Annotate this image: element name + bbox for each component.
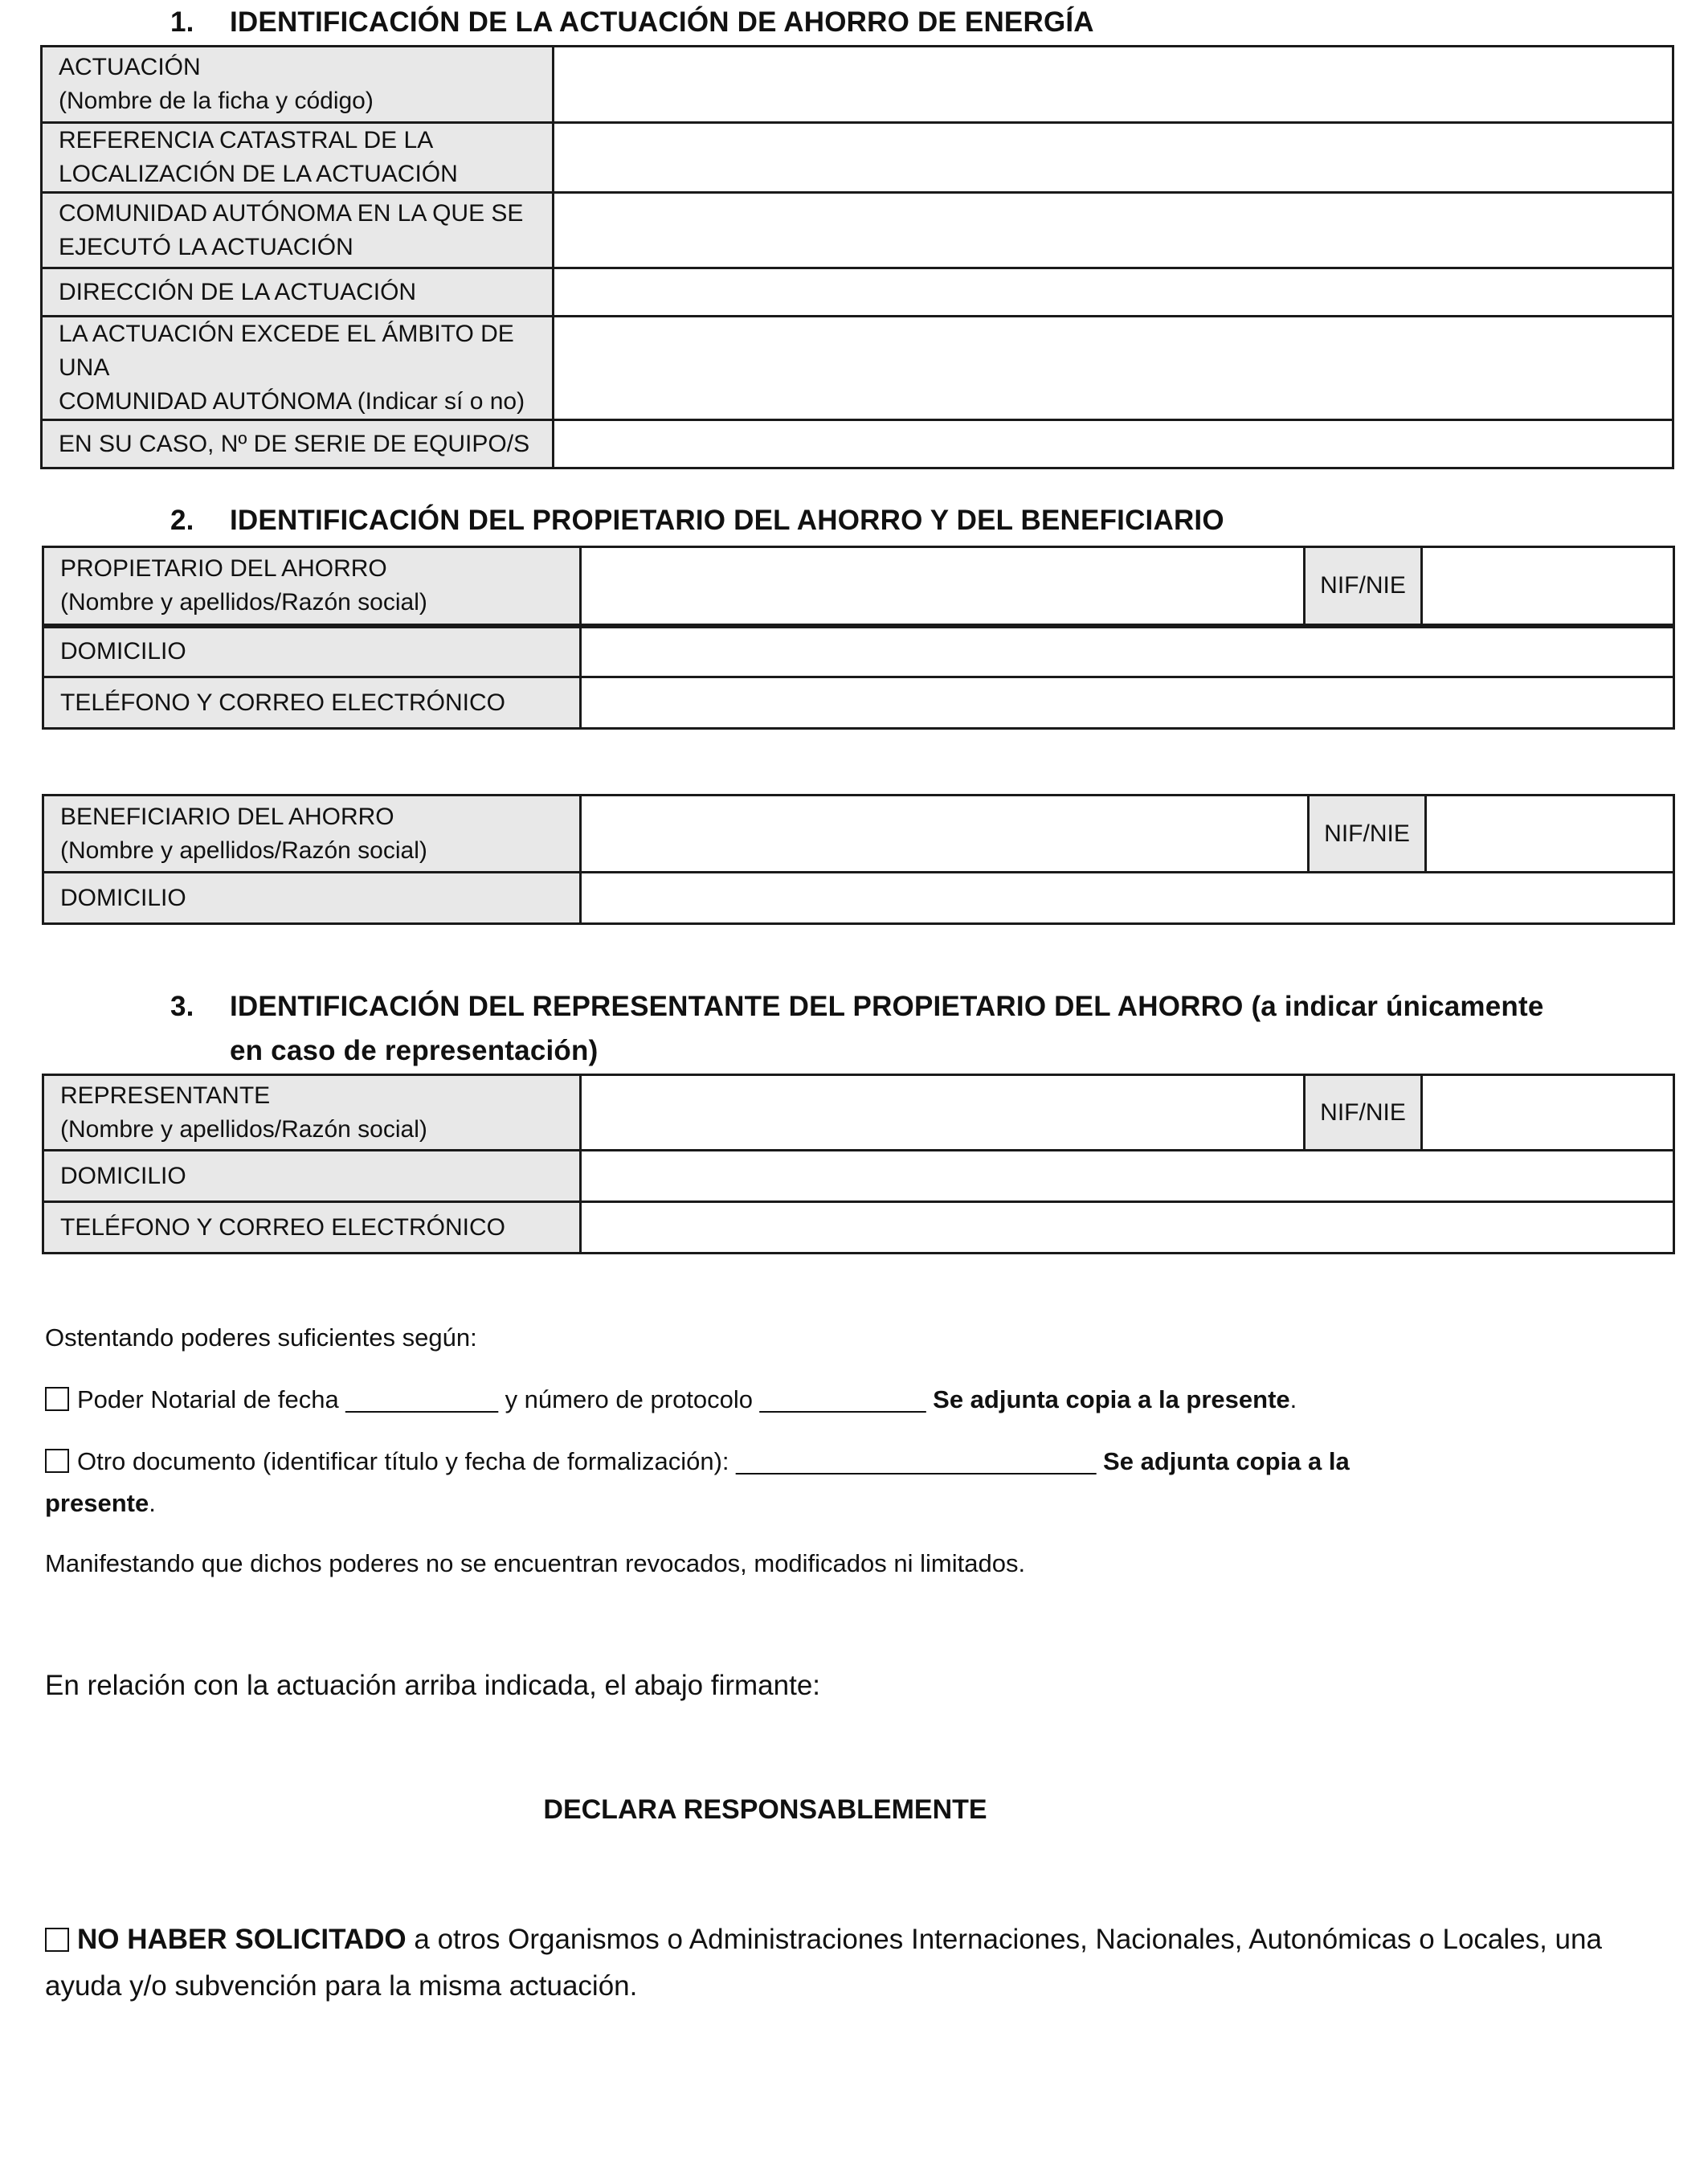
excede-ambito-label: LA ACTUACIÓN EXCEDE EL ÁMBITO DE UNA COMUNIDAD AUTÓNOMA (Indicar sí o no) <box>42 317 554 420</box>
option-notarial-attach: Se adjunta copia a la presente <box>933 1385 1290 1413</box>
owner-nif-field[interactable] <box>1422 547 1674 626</box>
section-1-table <box>40 45 1674 469</box>
rep-nif-field[interactable] <box>1422 1075 1674 1151</box>
section-title-text: IDENTIFICACIÓN DEL REPRESENTANTE DEL PROPIETARIO DEL AHORRO (a indicar únicamente <box>230 991 1544 1022</box>
beneficiary-domicilio-label: DOMICILIO <box>43 873 581 924</box>
declaration-heading: DECLARA RESPONSABLEMENTE <box>543 1794 987 1825</box>
declaration-item: NO HABER SOLICITADO a otros Organismos o Administraciones Internaciones, Nacionales, Autonómicas o Locales, una <box>45 1917 1602 1962</box>
actuacion-label: ACTUACIÓN (Nombre de la ficha y código) <box>42 47 554 123</box>
referencia-catastral-field[interactable] <box>554 123 1673 193</box>
section-number: 3. <box>170 991 194 1022</box>
section-1-title <box>170 6 1094 39</box>
section-title-text: IDENTIFICACIÓN DEL PROPIETARIO DEL AHORRO Y DEL BENEFICIARIO <box>230 505 1224 536</box>
beneficiary-nif-field[interactable] <box>1426 796 1674 873</box>
beneficiary-table <box>42 794 1675 925</box>
direccion-actuacion-label: DIRECCIÓN DE LA ACTUACIÓN <box>42 268 554 317</box>
rep-name-field[interactable] <box>581 1075 1305 1151</box>
referencia-catastral-label: REFERENCIA CATASTRAL DE LA LOCALIZACIÓN DE LA ACTUACIÓN <box>42 123 554 193</box>
checkbox-no-haber-solicitado[interactable] <box>45 1928 69 1952</box>
powers-option-other-continued: presente. <box>45 1489 156 1517</box>
option-other-attach: Se adjunta copia a la <box>1103 1447 1350 1475</box>
option-other-text: Otro documento (identificar título y fecha de formalización): __________________________ <box>77 1447 1097 1475</box>
section-number: 1. <box>170 6 194 38</box>
section-3-title-continued: en caso de representación) <box>230 1035 599 1066</box>
rep-nif-label: NIF/NIE <box>1305 1075 1422 1151</box>
powers-option-notarial: Poder Notarial de fecha ___________ y número de protocolo ____________ Se adjunta copia a la presente. <box>45 1382 1297 1417</box>
powers-not-revoked: Manifestando que dichos poderes no se encuentran revocados, modificados ni limitados. <box>45 1549 1026 1577</box>
checkbox-notarial[interactable] <box>45 1387 69 1411</box>
direccion-actuacion-field[interactable] <box>554 268 1673 317</box>
rep-contacto-label: TELÉFONO Y CORREO ELECTRÓNICO <box>43 1202 581 1254</box>
owner-name-label: PROPIETARIO DEL AHORRO (Nombre y apellidos/Razón social) <box>43 547 581 626</box>
owner-domicilio-field[interactable] <box>581 626 1674 677</box>
owner-nif-label: NIF/NIE <box>1305 547 1422 626</box>
powers-intro: Ostentando poderes suficientes según: <box>45 1323 477 1352</box>
option-notarial-text: Poder Notarial de fecha ___________ y número de protocolo ____________ <box>77 1385 926 1413</box>
numero-serie-label: EN SU CASO, Nº DE SERIE DE EQUIPO/S <box>42 420 554 468</box>
section-2-title <box>170 505 1224 537</box>
rep-domicilio-label: DOMICILIO <box>43 1151 581 1202</box>
section-number: 2. <box>170 505 194 536</box>
declaration-item-continued: ayuda y/o subvención para la misma actuación. <box>45 1970 638 2002</box>
checkbox-other-document[interactable] <box>45 1449 69 1473</box>
rep-name-label: REPRESENTANTE (Nombre y apellidos/Razón social) <box>43 1075 581 1151</box>
owner-domicilio-label: DOMICILIO <box>43 626 581 677</box>
numero-serie-field[interactable] <box>554 420 1673 468</box>
comunidad-autonoma-label: COMUNIDAD AUTÓNOMA EN LA QUE SE EJECUTÓ LA ACTUACIÓN <box>42 193 554 268</box>
beneficiary-nif-label: NIF/NIE <box>1309 796 1426 873</box>
beneficiary-name-label: BENEFICIARIO DEL AHORRO (Nombre y apellidos/Razón social) <box>43 796 581 873</box>
section-title-text: IDENTIFICACIÓN DE LA ACTUACIÓN DE AHORRO DE ENERGÍA <box>230 6 1094 38</box>
beneficiary-name-field[interactable] <box>581 796 1309 873</box>
comunidad-autonoma-field[interactable] <box>554 193 1673 268</box>
owner-contacto-label: TELÉFONO Y CORREO ELECTRÓNICO <box>43 677 581 729</box>
rep-domicilio-field[interactable] <box>581 1151 1674 1202</box>
representative-table <box>42 1074 1675 1254</box>
declaration-relation: En relación con la actuación arriba indicada, el abajo firmante: <box>45 1670 821 1701</box>
owner-contacto-field[interactable] <box>581 677 1674 729</box>
powers-option-other <box>45 1444 1350 1479</box>
actuacion-field[interactable] <box>554 47 1673 123</box>
owner-table <box>42 546 1675 730</box>
section-3-title <box>170 991 1543 1023</box>
rep-contacto-field[interactable] <box>581 1202 1674 1254</box>
beneficiary-domicilio-field[interactable] <box>581 873 1674 924</box>
owner-name-field[interactable] <box>581 547 1305 626</box>
excede-ambito-field[interactable] <box>554 317 1673 420</box>
